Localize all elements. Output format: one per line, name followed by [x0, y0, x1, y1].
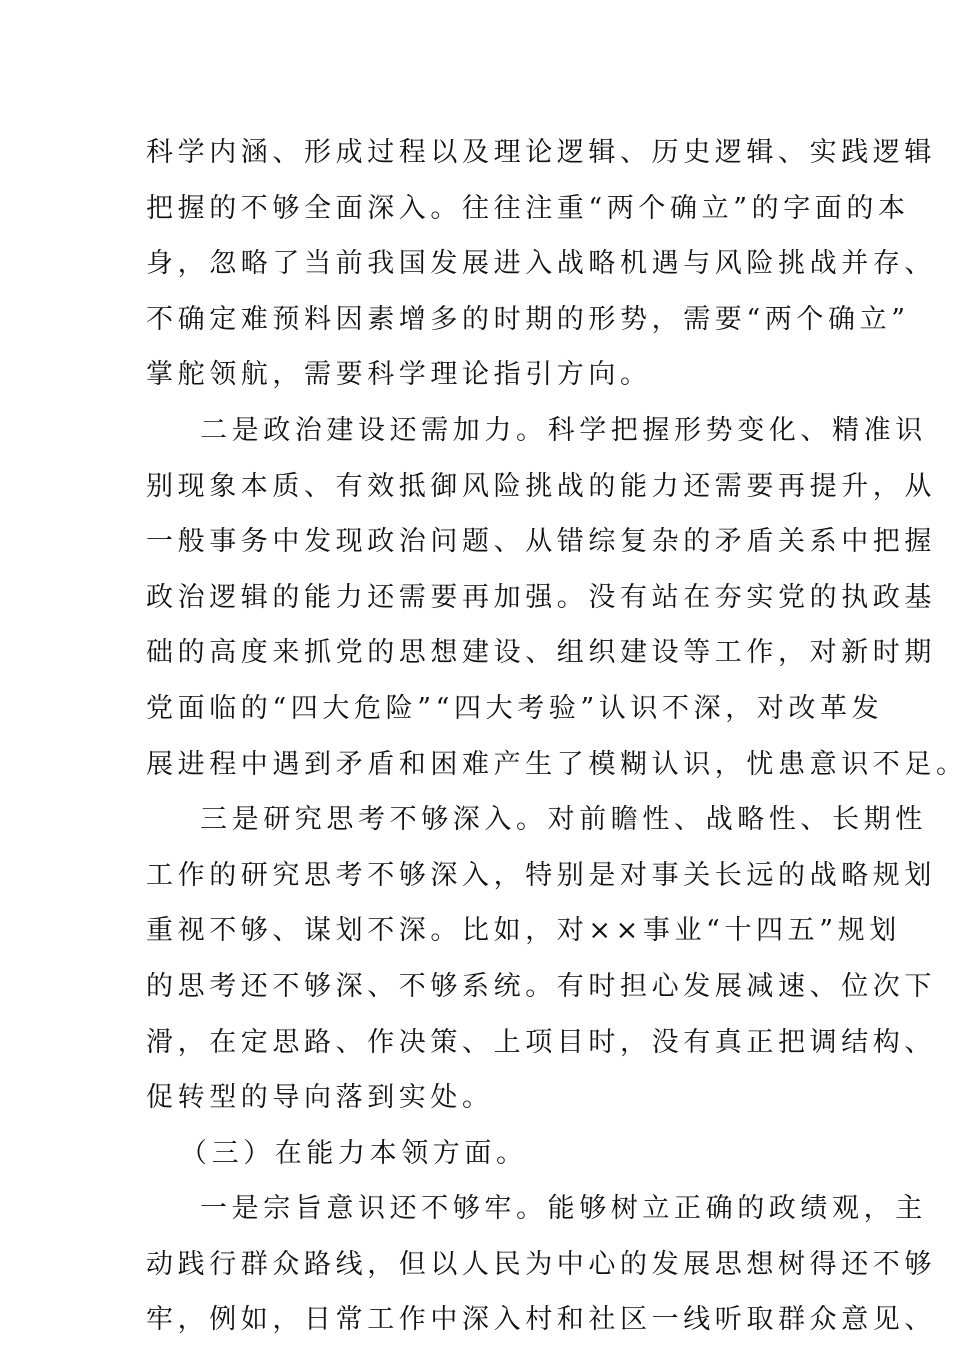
text-line: 牢，例如，日常工作中深入村和社区一线听取群众意见、: [146, 1304, 936, 1336]
document-body: [146, 125, 968, 1348]
text-line: 一般事务中发现政治问题、从错综复杂的矛盾关系中把握: [146, 526, 936, 558]
text-line: 动践行群众路线，但以人民为中心的发展思想树得还不够: [146, 1248, 936, 1280]
paragraph-political-construction: [146, 403, 968, 792]
text-line: 的思考还不够深、不够系统。有时担心发展减速、位次下: [146, 970, 936, 1002]
paragraph-purpose-awareness: [146, 1181, 936, 1348]
text-line: 工作的研究思考不够深入，特别是对事关长远的战略规划: [146, 859, 936, 891]
text-line: 展进程中遇到矛盾和困难产生了模糊认识，忧患意识不足。: [146, 748, 968, 780]
heading-line: （三）在能力本领方面。: [180, 1137, 528, 1169]
text-line: 身，忽略了当前我国发展进入战略机遇与风险挑战并存、: [146, 248, 936, 280]
text-line: 政治逻辑的能力还需要再加强。没有站在夯实党的执政基: [146, 581, 936, 613]
text-line: 础的高度来抓党的思想建设、组织建设等工作，对新时期: [146, 637, 936, 669]
text-line: 一是宗旨意识还不够牢。能够树立正确的政绩观，主: [200, 1193, 927, 1225]
text-line: 党面临的“四大危险”“四大考验”认识不深，对改革发: [146, 692, 884, 724]
text-line: 把握的不够全面深入。往往注重“两个确立”的字面的本: [146, 192, 910, 224]
text-line: 掌舵领航，需要科学理论指引方向。: [146, 359, 652, 391]
text-line: 别现象本质、有效抵御风险挑战的能力还需要再提升，从: [146, 470, 936, 502]
text-line: 科学内涵、形成过程以及理论逻辑、历史逻辑、实践逻辑: [146, 137, 936, 168]
text-line: 三是研究思考不够深入。对前瞻性、战略性、长期性: [200, 804, 927, 836]
paragraph-continuation: [146, 125, 936, 403]
text-line: 重视不够、谋划不深。比如，对××事业“十四五”规划: [146, 915, 901, 947]
text-line: 滑，在定思路、作决策、上项目时，没有真正把调结构、: [146, 1026, 936, 1058]
paragraph-research-thinking: [146, 792, 936, 1126]
text-line: 不确定难预料因素增多的时期的形势，需要“两个确立”: [146, 303, 910, 335]
text-line: 二是政治建设还需加力。科学把握形势变化、精准识: [200, 414, 927, 446]
text-line: 促转型的导向落到实处。: [146, 1082, 494, 1114]
section-heading: [146, 1126, 806, 1182]
